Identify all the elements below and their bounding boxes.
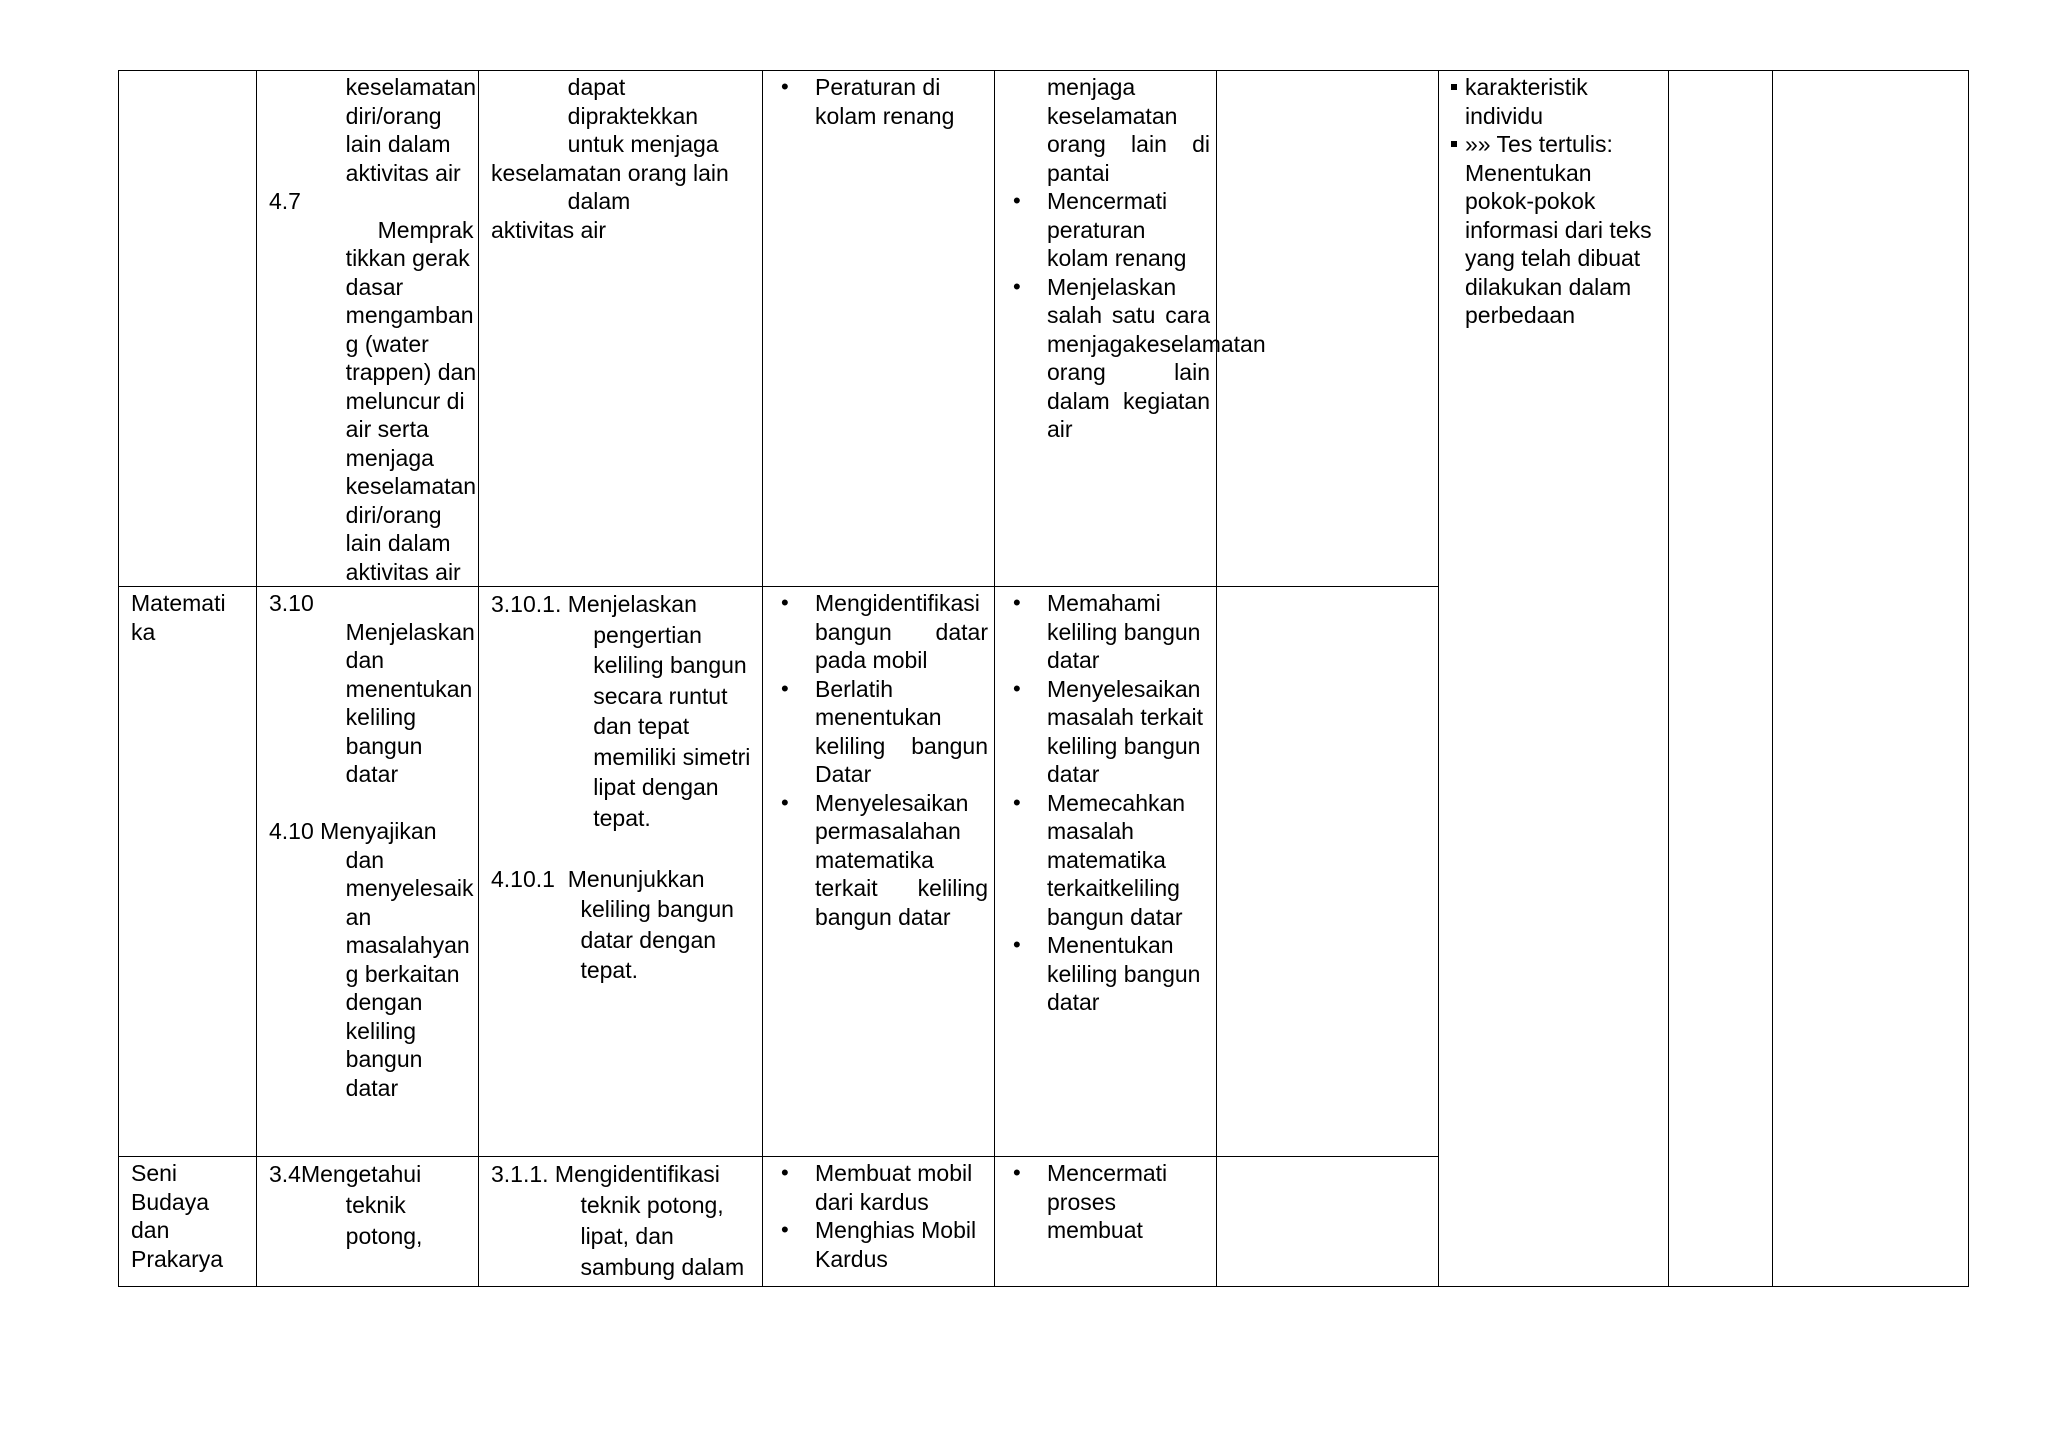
indikator-cell: 3.1.1. Mengidentifikasi teknik potong, lipat, dan sambung dalam	[479, 1157, 763, 1287]
kd-cell: keselamatan diri/orang lain dalam aktivitas air 4.7 Memprak tikkan gerak dasar mengamban g (water trappen) dan meluncur di air serta menjaga keselamatan diri/orang lain dalam aktivitas air	[257, 71, 479, 587]
kegiatan-cell	[995, 71, 1266, 587]
list-item: • Menentukan keliling bangun datar	[1007, 931, 1210, 1017]
kegiatan-cell	[995, 587, 1217, 1157]
list-item: • Mengidentifikasi bangun datar pada mobil	[775, 589, 988, 675]
list-item: menjaga keselamatan orang lain di pantai	[1047, 74, 1210, 186]
list-item: • Peraturan di kolam renang	[775, 73, 988, 130]
materi-cell	[763, 1157, 995, 1287]
kd-cell: 3.4Mengetahui teknik potong,	[257, 1157, 479, 1287]
penilaian-cell	[1439, 71, 1669, 1287]
list-item: • Menyelesaikan permasalahan matematika terkait keliling bangun datar	[775, 789, 988, 932]
list-item: • Menjelaskan salah satu cara menjagakeselamatan orang lain dalam kegiatan air	[1007, 273, 1210, 444]
list-item: karakteristik individu	[1451, 73, 1662, 130]
indikator-cell: 3.10.1. Menjelaskan pengertian keliling bangun secara runtut dan tepat memiliki simetri lipat dengan tepat. 4.10.1 Menunjukkan keliling bangun datar dengan tepat.	[479, 587, 763, 1157]
list-item: • Menyelesaikan masalah terkait keliling bangun datar	[1007, 675, 1210, 789]
subject-cell	[119, 71, 257, 587]
list-item: • Mencermati proses membuat	[1007, 1159, 1210, 1245]
materi-cell	[763, 71, 995, 587]
table-row	[119, 71, 1969, 587]
kd-cell: 3.10 Menjelaskan dan menentukan keliling bangun datar 4.10 Menyajikan dan menyelesaik an masalahyan g berkaitan dengan keliling bangun datar	[257, 587, 479, 1157]
materi-cell	[763, 587, 995, 1157]
subject-cell: Seni Budaya dan Prakarya	[119, 1157, 257, 1287]
empty-cell	[1773, 71, 1969, 1287]
empty-cell	[1669, 71, 1773, 1287]
empty-cell	[1217, 587, 1439, 1157]
list-item: • Berlatih menentukan keliling bangun Datar	[775, 675, 988, 789]
indikator-cell: dapat dipraktekkan untuk menjaga keselamatan orang lain dalam aktivitas air	[479, 71, 763, 587]
empty-cell	[1217, 1157, 1439, 1287]
list-item: • Membuat mobil dari kardus	[775, 1159, 988, 1216]
kegiatan-cell	[995, 1157, 1217, 1287]
subject-cell: Matemati ka	[119, 587, 257, 1157]
lesson-plan-table	[118, 70, 1969, 1287]
list-item: • Memahami keliling bangun datar	[1007, 589, 1210, 675]
list-item: • Menghias Mobil Kardus	[775, 1216, 988, 1273]
empty-cell	[1217, 71, 1439, 587]
list-item: • Mencermati peraturan kolam renang	[1007, 187, 1210, 273]
list-item: • Memecahkan masalah matematika terkaitkeliling bangun datar	[1007, 789, 1210, 932]
list-item: »» Tes tertulis: Menentukan pokok-pokok informasi dari teks yang telah dibuat dilakukan dalam perbedaan	[1451, 130, 1662, 330]
